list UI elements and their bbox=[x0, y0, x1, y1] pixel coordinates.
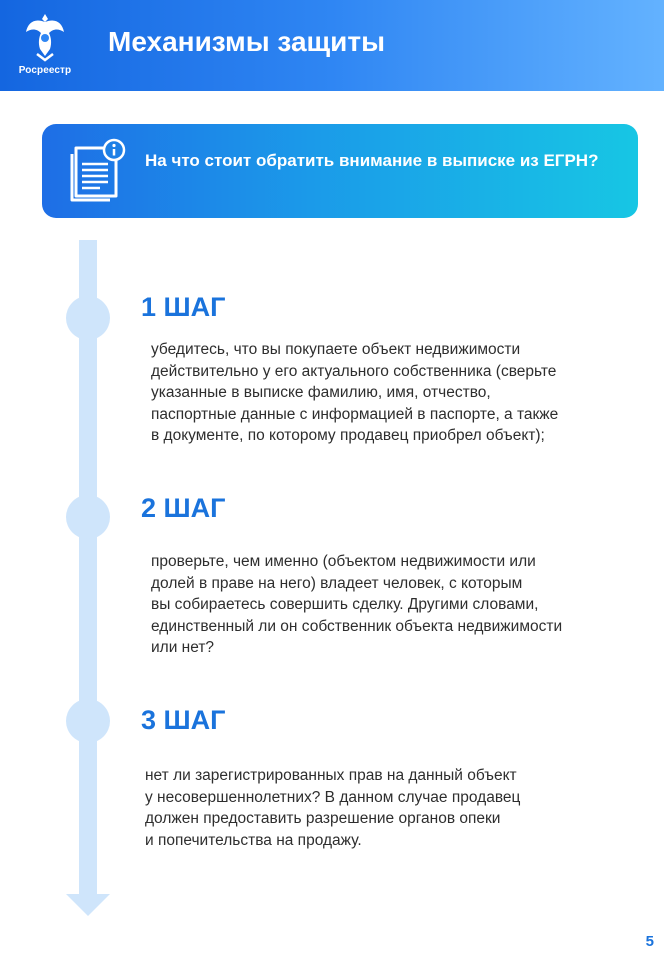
logo-text: Росреестр bbox=[18, 65, 72, 76]
step-1-text: убедитесь, что вы покупаете объект недвижимости действительно у его актуального собственника (сверьте указанные в выписке фамилию, имя, отчество, паспортные данные с информацией в паспорте, а также в документе, по которому продавец приобрел объект); bbox=[151, 341, 559, 444]
timeline-marker-2 bbox=[66, 495, 110, 539]
rosreestr-logo bbox=[14, 10, 76, 80]
callout-question: На что стоит обратить внимание в выписке из ЕГРН? bbox=[145, 151, 599, 170]
page-number: 5 bbox=[645, 933, 654, 950]
timeline-marker-3 bbox=[66, 699, 110, 743]
page-title: Механизмы защиты bbox=[108, 26, 386, 57]
step-1-title: 1 ШАГ bbox=[141, 292, 226, 322]
step-3-title: 3 ШАГ bbox=[141, 705, 226, 735]
step-2-title: 2 ШАГ bbox=[141, 493, 226, 523]
question-callout bbox=[42, 124, 638, 218]
step-3-text: нет ли зарегистрированных прав на данный объект у несовершеннолетних? В данном случае продавец должен предоставить разрешение органов опеки и попечительства на продажу. bbox=[145, 767, 521, 849]
page-header bbox=[0, 0, 664, 91]
eagle-emblem-icon bbox=[23, 10, 67, 62]
document-info-icon bbox=[68, 138, 132, 204]
timeline-marker-1 bbox=[66, 296, 110, 340]
step-2-text: проверьте, чем именно (объектом недвижимости или долей в праве на него) владеет человек, с которым вы собираетесь совершить сделку. Другими словами, единственный ли он собственник объекта недвижимости или нет? bbox=[151, 553, 563, 656]
